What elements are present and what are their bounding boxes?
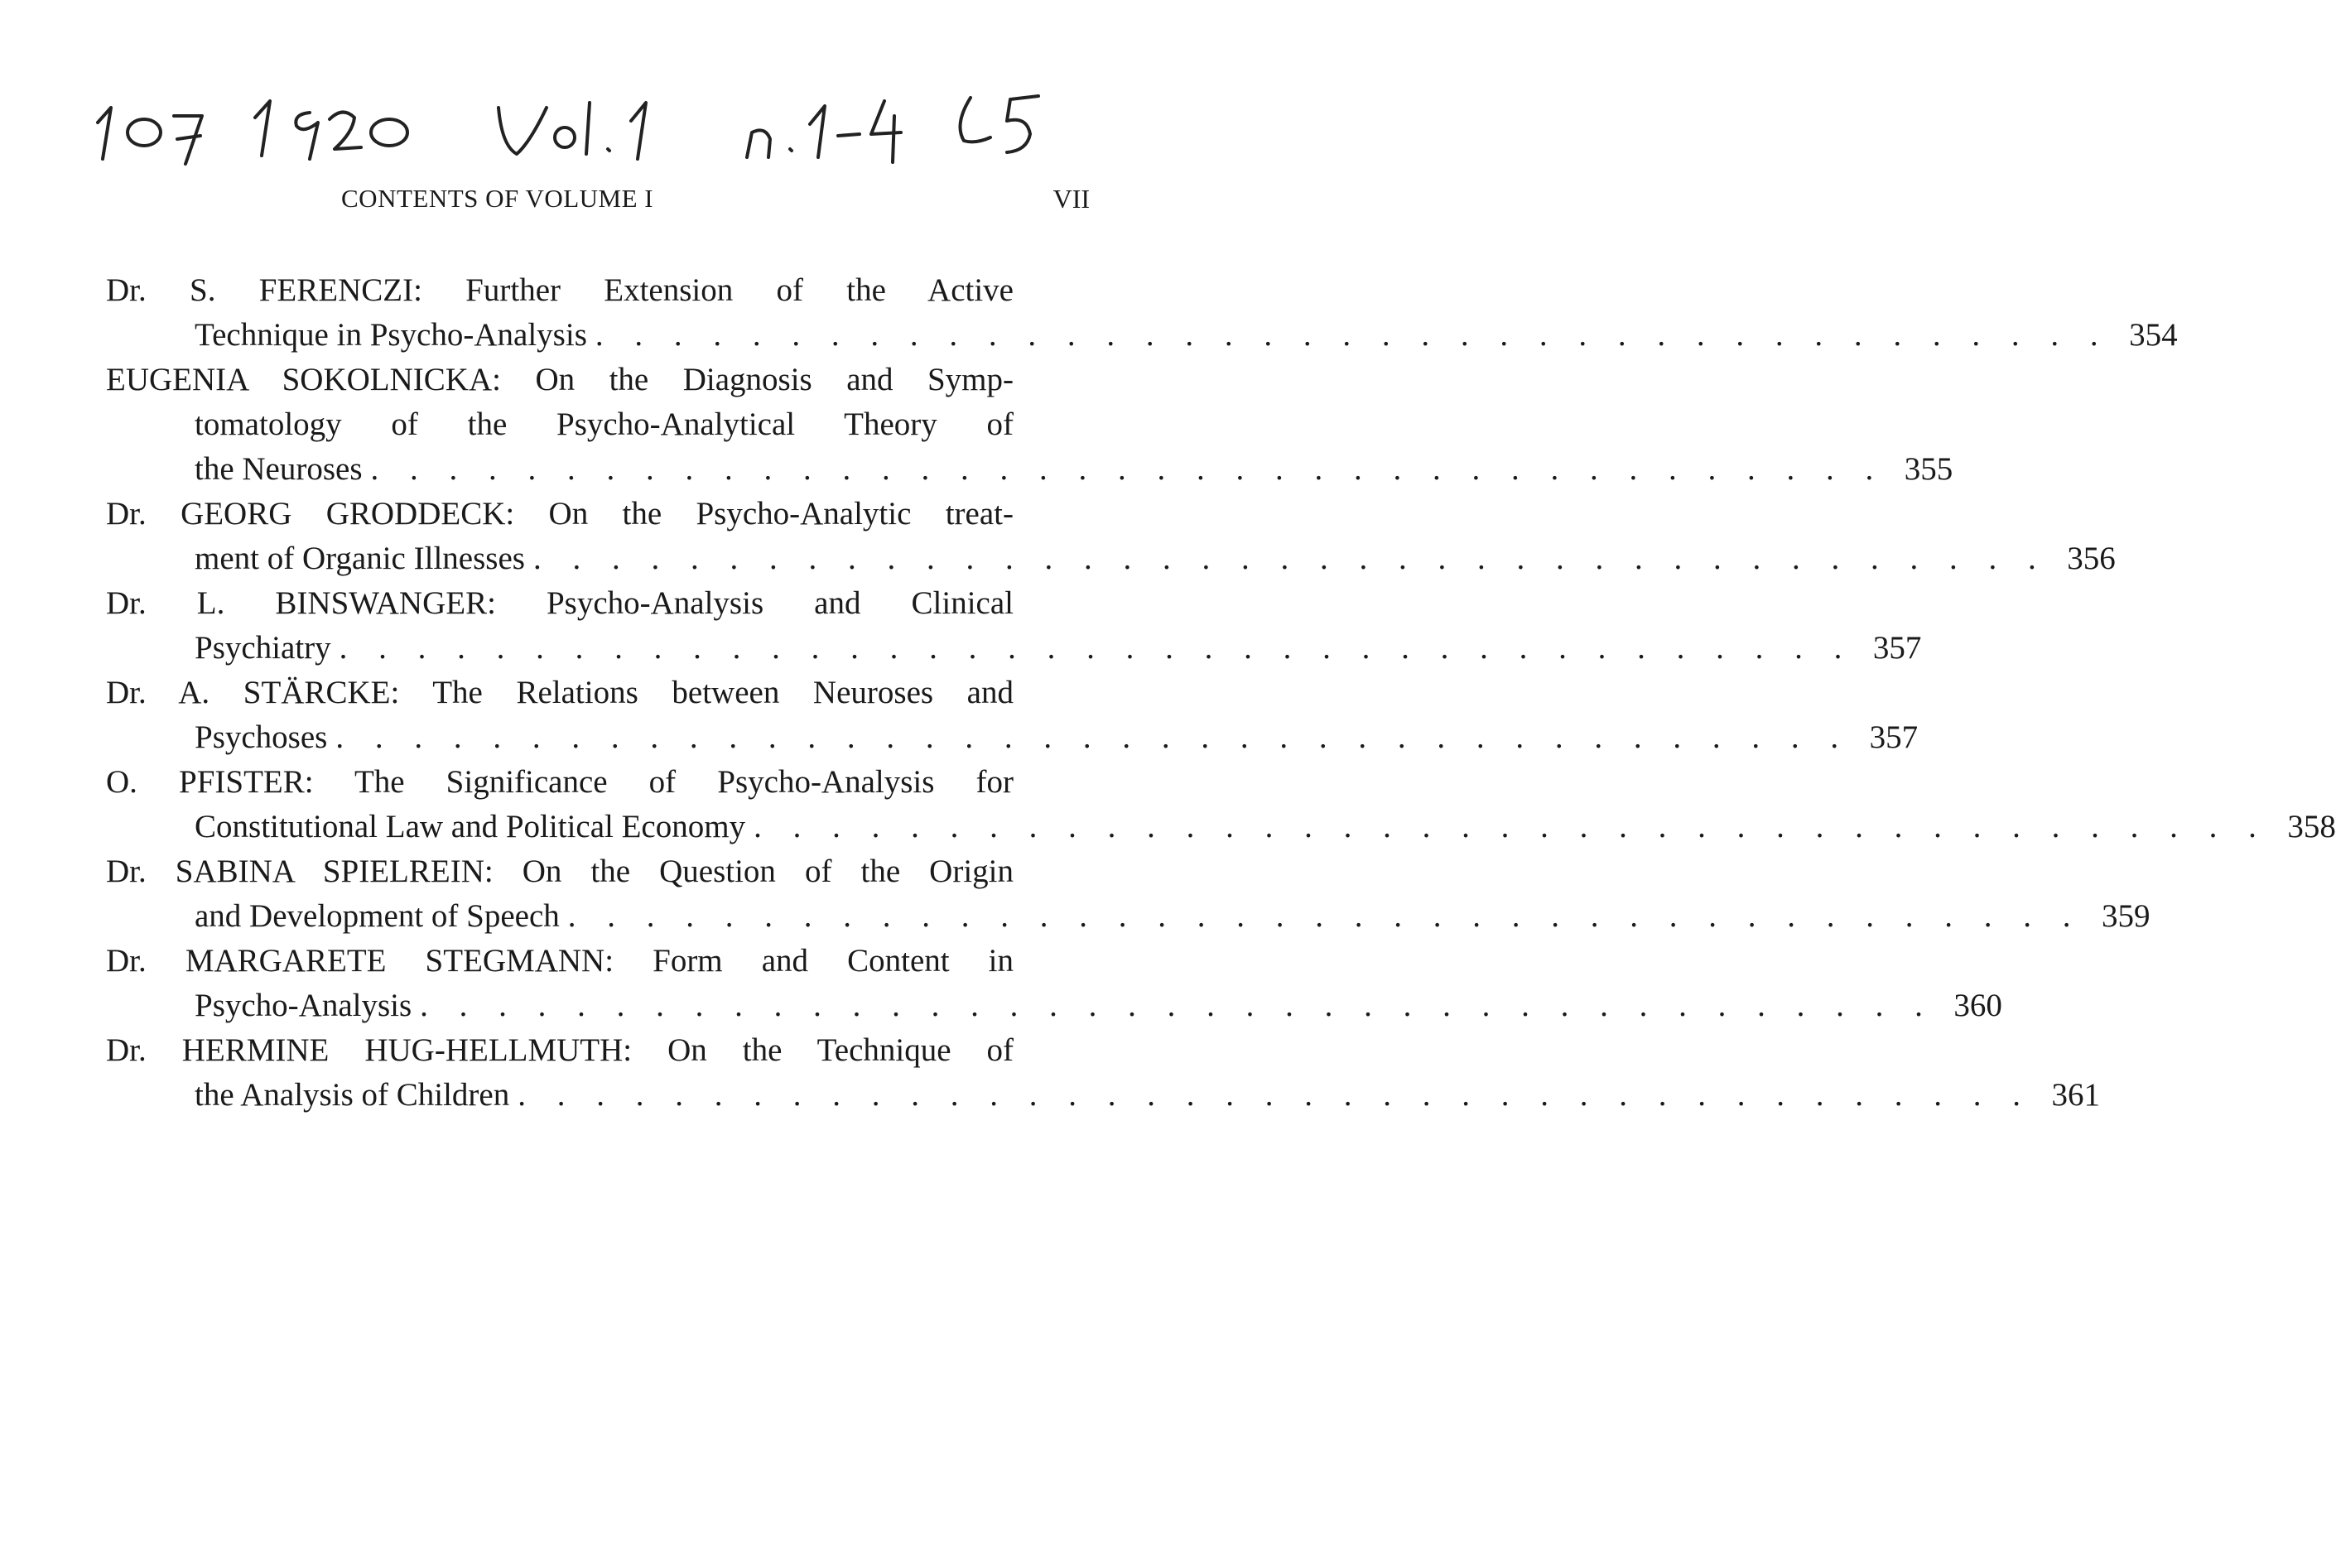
toc-entry-last-line [106, 715, 1919, 760]
toc-page-number: 360 [1953, 988, 2002, 1023]
toc-entry-title-end: Technique in Psycho-Analysis [195, 317, 587, 353]
toc-entry-line: Dr. L. BINSWANGER: Psycho-Analysis and Clinical [106, 585, 1014, 621]
toc-page-number: 355 [1904, 451, 1953, 487]
toc-entry-last-line [106, 894, 2151, 939]
toc-entry-line: tomatology of the Psycho-Analytical Theory of [195, 406, 1014, 442]
running-title: CONTENTS OF VOLUME I [341, 184, 654, 213]
toc-entry-line: Dr. SABINA SPIELREIN: On the Question of the Origin [106, 854, 1014, 889]
table-of-contents [106, 268, 2336, 1118]
toc-entry-line: Dr. S. FERENCZI: Further Extension of the Active [106, 272, 1014, 308]
toc-entry-last-line [106, 626, 1922, 671]
dot-leader: . . . . . . . . . . . . . . . . . . . . . . . . . . . . . . . . . . . . . . . [532, 541, 2048, 576]
toc-entry-last-line [106, 313, 2178, 358]
toc-entry-last-line [106, 1073, 2100, 1118]
dot-leader: . . . . . . . . . . . . . . . . . . . . . . . . . . . . . . . . . . . . . . . [754, 809, 2268, 844]
toc-page-number: 356 [2067, 541, 2116, 576]
dot-leader: . . . . . . . . . . . . . . . . . . . . . . . . . . . . . . . . . . . . . . . [335, 719, 1851, 755]
toc-entry-line: Dr. MARGARETE STEGMANN: Form and Content in [106, 943, 1014, 979]
toc-entry-title-end: Constitutional Law and Political Economy [195, 809, 746, 844]
toc-entry-title-end: and Development of Speech [195, 898, 560, 934]
toc-page-number: 359 [2102, 898, 2151, 934]
toc-entry-title-end: Psycho-Analysis [195, 988, 412, 1023]
toc-entry-line: Dr. HERMINE HUG-HELLMUTH: On the Technique of [106, 1032, 1014, 1068]
toc-entry [106, 492, 2116, 581]
toc-entry-last-line [106, 805, 2336, 849]
handwritten-note-drawing [93, 83, 1111, 174]
toc-entry-last-line [106, 984, 2002, 1028]
dot-leader: . . . . . . . . . . . . . . . . . . . . . . . . . . . . . . . . . . . . . . . [567, 898, 2083, 934]
handwritten-note [93, 83, 1111, 174]
dot-leader: . . . . . . . . . . . . . . . . . . . . . . . . . . . . . . . . . . . . . . . [420, 988, 1934, 1023]
toc-entry [106, 939, 2002, 1028]
toc-entry-line: Dr. GEORG GRODDECK: On the Psycho-Analytic treat- [106, 496, 1014, 531]
dot-leader: . . . . . . . . . . . . . . . . . . . . . . . . . . . . . . . . . . . . . . . [370, 451, 1886, 487]
toc-entry [106, 268, 2178, 358]
toc-entry-line: O. PFISTER: The Significance of Psycho-Analysis for [106, 764, 1014, 800]
toc-page-number: 354 [2129, 317, 2178, 353]
toc-entry [106, 849, 2151, 939]
toc-entry-last-line [106, 536, 2116, 581]
toc-page-number: 361 [2051, 1077, 2100, 1113]
toc-entry-title-end: the Neuroses [195, 451, 363, 487]
dot-leader: . . . . . . . . . . . . . . . . . . . . . . . . . . . . . . . . . . . . . . . [339, 630, 1854, 666]
toc-entry-line: EUGENIA SOKOLNICKA: On the Diagnosis and Symp- [106, 362, 1014, 397]
toc-entry [106, 760, 2336, 849]
dot-leader: . . . . . . . . . . . . . . . . . . . . . . . . . . . . . . . . . . . . . . . [595, 317, 2110, 353]
toc-entry-title-end: Psychiatry [195, 630, 331, 666]
toc-entry [106, 1028, 2100, 1118]
toc-page-number: 357 [1872, 630, 1922, 666]
toc-page-number: 357 [1869, 719, 1919, 755]
toc-entry-last-line [106, 447, 1953, 492]
running-head [0, 184, 1170, 225]
toc-entry [106, 358, 1953, 492]
toc-entry [106, 581, 1922, 671]
toc-entry-line: Dr. A. STÄRCKE: The Relations between Neuroses and [106, 675, 1014, 710]
toc-entry-title-end: the Analysis of Children [195, 1077, 510, 1113]
toc-page-number: 358 [2287, 809, 2336, 844]
toc-entry [106, 671, 1919, 760]
dot-leader: . . . . . . . . . . . . . . . . . . . . . . . . . . . . . . . . . . . . . . . [518, 1077, 2032, 1113]
page-number: VII [1052, 184, 1090, 214]
toc-entry-title-end: Psychoses [195, 719, 328, 755]
toc-entry-title-end: ment of Organic Illnesses [195, 541, 525, 576]
